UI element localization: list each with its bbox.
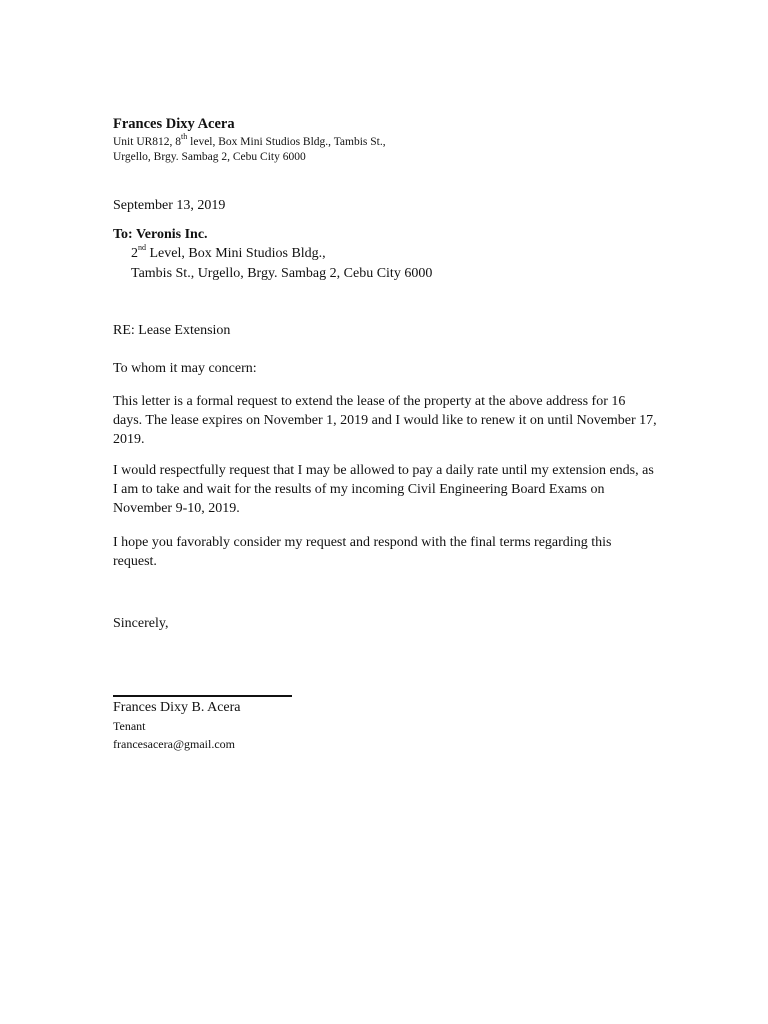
- recipient-to-line: To: Veronis Inc.: [113, 227, 208, 242]
- body-paragraph-3: I hope you favorably consider my request and respond with the final terms regarding this request.: [113, 535, 612, 569]
- sender-address-superscript: th: [181, 132, 188, 142]
- recipient-address-part-a: 2: [131, 246, 138, 261]
- sender-name: Frances Dixy Acera: [113, 116, 235, 132]
- letter-date: September 13, 2019: [113, 198, 226, 213]
- salutation: To whom it may concern:: [113, 361, 257, 376]
- recipient-address-line-1: [131, 243, 326, 262]
- body-paragraph-1: This letter is a formal request to extend the lease of the property at the above address for 16 days. The lease expires on November 1, 2019 and I would like to renew it on until November 17, 2019.: [113, 394, 657, 447]
- recipient-address-part-b: Level, Box Mini Studios Bldg.,: [146, 246, 326, 261]
- signature-email: francesacera@gmail.com: [113, 737, 235, 751]
- signature-name: Frances Dixy B. Acera: [113, 700, 241, 715]
- signature-title: Tenant: [113, 719, 146, 733]
- sender-address-part-a: Unit UR812, 8: [113, 136, 182, 148]
- body-paragraph-2: I would respectfully request that I may be allowed to pay a daily rate until my extension ends, as I am to take and wait for the results of my incoming Civil Engineering Board Exams on November 9-10, 2019.: [113, 463, 654, 516]
- subject-line: RE: Lease Extension: [113, 323, 231, 338]
- sender-address-line-2: Urgello, Brgy. Sambag 2, Cebu City 6000: [113, 151, 306, 163]
- closing: Sincerely,: [113, 616, 169, 631]
- sender-address-line-1: [113, 132, 386, 148]
- signature-line: [113, 695, 292, 697]
- sender-address-part-b: level, Box Mini Studios Bldg., Tambis St.,: [187, 136, 386, 148]
- recipient-address-line-2: Tambis St., Urgello, Brgy. Sambag 2, Cebu City 6000: [131, 266, 433, 281]
- recipient-address-superscript: nd: [138, 243, 146, 253]
